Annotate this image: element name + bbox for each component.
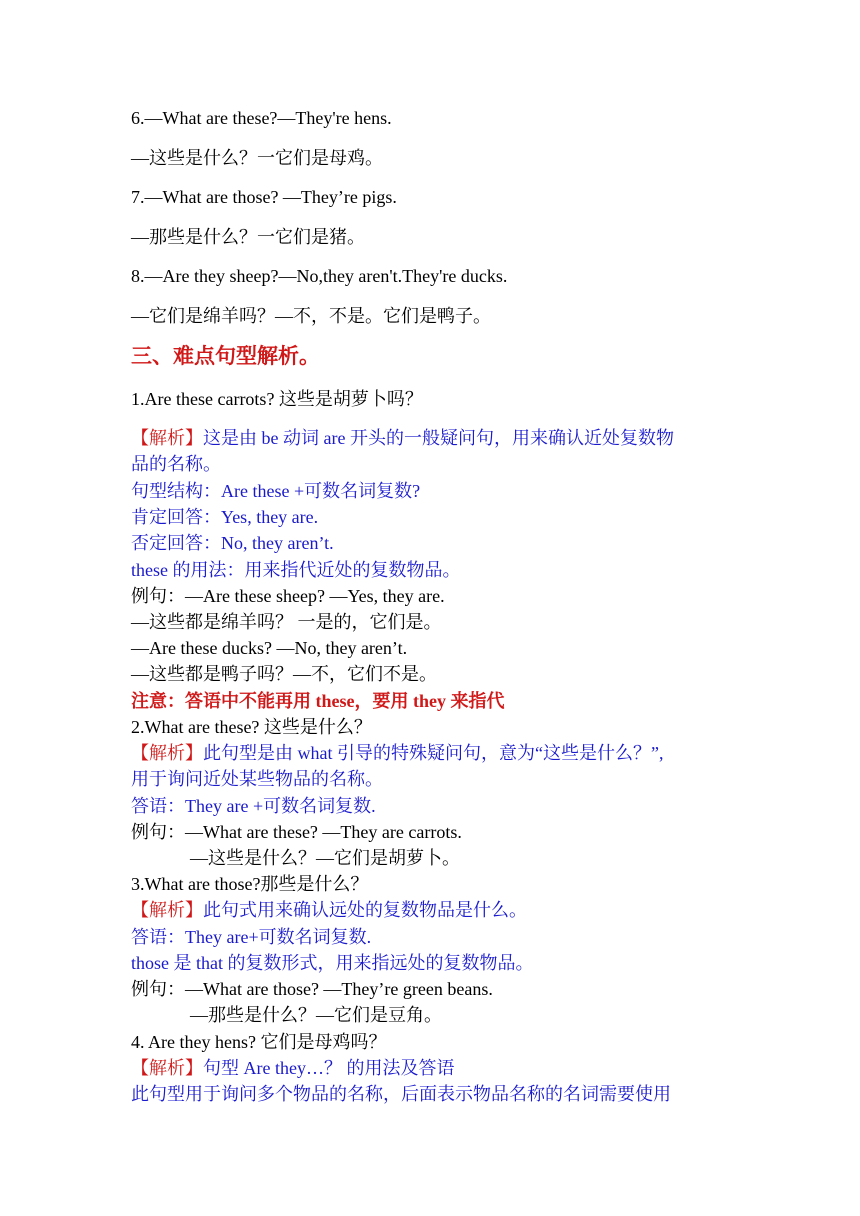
dialogue-8-chinese: —它们是绵羊吗？—不，不是。它们是鸭子。 [131, 306, 491, 326]
point-1-structure: 句型结构：Are these +可数名词复数? [131, 481, 421, 501]
point-4-analysis [131, 1055, 454, 1081]
dialogue-6-chinese: —这些是什么？一它们是母鸡。 [131, 148, 383, 168]
point-4-description: 此句型用于询问多个物品的名称，后面表示物品名称的名词需要使用 [131, 1084, 671, 1104]
point-1-analysis-continued: 品的名称。 [131, 454, 221, 474]
analysis-text: 句型 Are they…？ 的用法及答语 [203, 1058, 455, 1078]
point-1-example-1: 例句：—Are these sheep? —Yes, they are. [131, 586, 445, 606]
section-heading: 三、难点句型解析。 [131, 344, 320, 368]
point-1-positive-answer: 肯定回答：Yes, they are. [131, 507, 319, 527]
dialogue-8-english: 8.—Are they sheep?—No,they aren't.They're ducks. [131, 266, 508, 286]
point-3-title: 3.What are those?那些是什么？ [131, 874, 369, 894]
analysis-text: 这是由 be 动词 are 开头的一般疑问句，用来确认近处复数物 [203, 428, 674, 448]
analysis-tag: 【解析】 [131, 900, 203, 920]
point-1-negative-answer: 否定回答：No, they aren’t. [131, 533, 334, 553]
point-1-usage: these 的用法：用来指代近处的复数物品。 [131, 560, 461, 580]
point-2-analysis-continued: 用于询问近处某些物品的名称。 [131, 769, 383, 789]
point-1-analysis [131, 425, 674, 451]
point-4-title: 4. Are they hens? 它们是母鸡吗？ [131, 1032, 387, 1052]
analysis-tag: 【解析】 [131, 428, 203, 448]
point-1-note: 注意：答语中不能再用 these，要用 they 来指代 [131, 691, 505, 711]
point-3-example-chinese: —那些是什么？—它们是豆角。 [190, 1005, 442, 1025]
point-1-example-1-chinese: —这些都是绵羊吗？ 一是的，它们是。 [131, 612, 442, 632]
point-3-usage: those 是 that 的复数形式，用来指远处的复数物品。 [131, 953, 534, 973]
point-2-example-chinese: —这些是什么？—它们是胡萝卜。 [190, 848, 460, 868]
analysis-text: 此句式用来确认远处的复数物品是什么。 [203, 900, 527, 920]
point-3-analysis [131, 897, 527, 923]
analysis-tag: 【解析】 [131, 1058, 203, 1078]
point-2-example: 例句：—What are these? —They are carrots. [131, 822, 462, 842]
point-2-answer: 答语：They are +可数名词复数. [131, 796, 376, 816]
point-1-example-2: —Are these ducks? —No, they aren’t. [131, 638, 408, 658]
dialogue-7-english: 7.—What are those? —They’re pigs. [131, 187, 397, 207]
dialogue-6-english: 6.—What are these?—They're hens. [131, 108, 392, 128]
analysis-tag: 【解析】 [131, 743, 203, 763]
point-3-answer: 答语：They are+可数名词复数. [131, 927, 372, 947]
analysis-text: 此句型是由 what 引导的特殊疑问句，意为“这些是什么？”, [203, 743, 664, 763]
point-1-example-2-chinese: —这些都是鸭子吗？—不，它们不是。 [131, 664, 437, 684]
point-3-example: 例句：—What are those? —They’re green beans. [131, 979, 493, 999]
point-2-title: 2.What are these? 这些是什么？ [131, 717, 372, 737]
dialogue-7-chinese: —那些是什么？一它们是猪。 [131, 227, 365, 247]
point-2-analysis [131, 740, 663, 766]
point-1-title: 1.Are these carrots? 这些是胡萝卜吗？ [131, 389, 423, 409]
